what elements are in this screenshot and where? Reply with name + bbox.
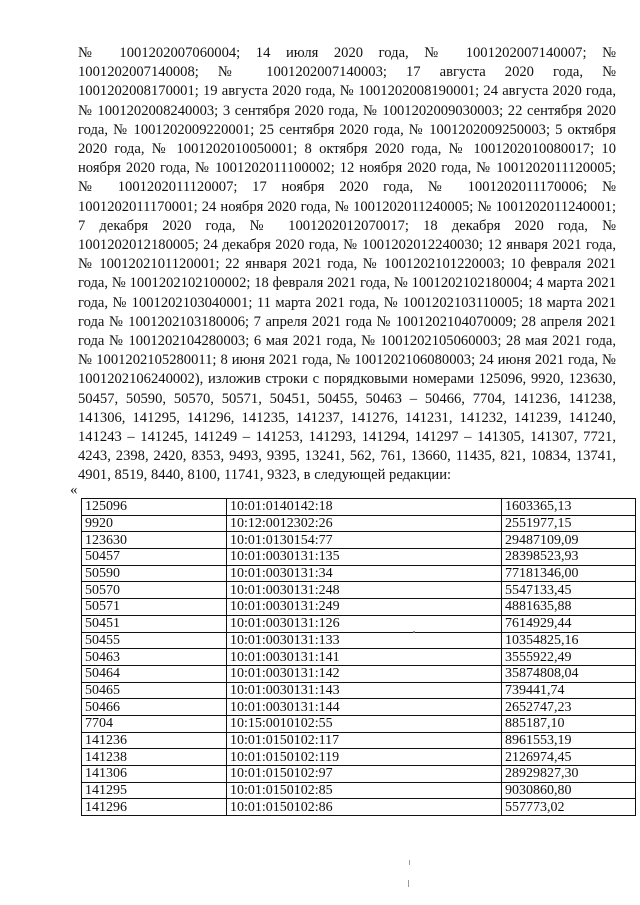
cadastral-value-table (81, 498, 636, 816)
cadastral-value-cell: 5547133,45 (502, 582, 636, 599)
cadastral-number-cell: 10:01:0150102:97 (227, 766, 502, 783)
table-row (82, 732, 636, 749)
cadastral-value-cell: 77181346,00 (502, 565, 636, 582)
row-number-cell: 141236 (82, 732, 227, 749)
table-row (82, 766, 636, 783)
cadastral-number-cell: 10:01:0150102:119 (227, 749, 502, 766)
table-row (82, 515, 636, 532)
row-number-cell: 50457 (82, 549, 227, 566)
cadastral-value-cell: 885187,10 (502, 715, 636, 732)
cadastral-number-cell: 10:01:0030131:34 (227, 565, 502, 582)
table-row (82, 682, 636, 699)
row-number-cell: 141306 (82, 766, 227, 783)
cadastral-number-cell: 10:01:0030131:133 (227, 632, 502, 649)
cadastral-value-cell: 28929827,30 (502, 766, 636, 783)
cadastral-value-cell: 10354825,16 (502, 632, 636, 649)
row-number-cell: 50451 (82, 615, 227, 632)
opening-quote-mark: « (70, 482, 78, 498)
row-number-cell: 141295 (82, 782, 227, 799)
row-number-cell: 125096 (82, 499, 227, 516)
cadastral-number-cell: 10:01:0150102:85 (227, 782, 502, 799)
row-number-cell: 141296 (82, 799, 227, 816)
row-number-cell: 141238 (82, 749, 227, 766)
cadastral-number-cell: 10:01:0030131:249 (227, 599, 502, 616)
scan-speck (413, 631, 415, 633)
cadastral-number-cell: 10:01:0130154:77 (227, 532, 502, 549)
row-number-cell: 50455 (82, 632, 227, 649)
row-number-cell: 50464 (82, 665, 227, 682)
cadastral-number-cell: 10:01:0150102:117 (227, 732, 502, 749)
cadastral-value-cell: 9030860,80 (502, 782, 636, 799)
cadastral-value-cell: 557773,02 (502, 799, 636, 816)
cadastral-number-cell: 10:01:0030131:143 (227, 682, 502, 699)
row-number-cell: 50571 (82, 599, 227, 616)
row-number-cell: 50570 (82, 582, 227, 599)
row-number-cell: 7704 (82, 715, 227, 732)
cadastral-number-cell: 10:15:0010102:55 (227, 715, 502, 732)
cadastral-number-cell: 10:01:0030131:248 (227, 582, 502, 599)
table-row (82, 715, 636, 732)
table-row (82, 699, 636, 716)
cadastral-number-cell: 10:01:0030131:144 (227, 699, 502, 716)
cadastral-number-cell: 10:01:0030131:135 (227, 549, 502, 566)
cadastral-value-cell: 1603365,13 (502, 499, 636, 516)
scan-speck (409, 860, 410, 865)
table-row (82, 549, 636, 566)
cadastral-value-cell: 8961553,19 (502, 732, 636, 749)
row-number-cell: 50590 (82, 565, 227, 582)
row-number-cell: 9920 (82, 515, 227, 532)
row-number-cell: 50466 (82, 699, 227, 716)
cadastral-number-cell: 10:01:0150102:86 (227, 799, 502, 816)
table-row (82, 565, 636, 582)
table-row (82, 499, 636, 516)
cadastral-value-cell: 3555922,49 (502, 649, 636, 666)
table-row (82, 532, 636, 549)
table-row (82, 582, 636, 599)
table-row (82, 615, 636, 632)
cadastral-number-cell: 10:01:0140142:18 (227, 499, 502, 516)
cadastral-number-cell: 10:01:0030131:126 (227, 615, 502, 632)
table-row (82, 665, 636, 682)
cadastral-value-cell: 2551977,15 (502, 515, 636, 532)
cadastral-value-cell: 2126974,45 (502, 749, 636, 766)
cadastral-value-cell: 739441,74 (502, 682, 636, 699)
scan-speck (408, 880, 409, 887)
cadastral-number-cell: 10:01:0030131:141 (227, 649, 502, 666)
cadastral-value-cell: 2652747,23 (502, 699, 636, 716)
row-number-cell: 50463 (82, 649, 227, 666)
table-row (82, 632, 636, 649)
table-row (82, 799, 636, 816)
table-row (82, 749, 636, 766)
row-number-cell: 123630 (82, 532, 227, 549)
cadastral-value-cell: 28398523,93 (502, 549, 636, 566)
cadastral-value-cell: 29487109,09 (502, 532, 636, 549)
row-number-cell: 50465 (82, 682, 227, 699)
cadastral-value-cell: 35874808,04 (502, 665, 636, 682)
cadastral-number-cell: 10:12:0012302:26 (227, 515, 502, 532)
table-row (82, 649, 636, 666)
cadastral-value-cell: 7614929,44 (502, 615, 636, 632)
table-row (82, 782, 636, 799)
table-row (82, 599, 636, 616)
body-paragraph: № 1001202007060004; 14 июля 2020 года, № 1001202007140007; № 1001202007140008; № 1001202007140003; 17 августа 2020 года, № 1001202008170001; 19 августа 2020 года, № 1001202008190001; 24 августа 2020 года, № 1001202008240003; 3 сентября 2020 года, № 1001202009030003; 22 сентября 2020 года, № 1001202009220001; 25 сентября 2020 года, № 1001202009250003; 5 октября 2020 года, № 1001202010050001; 8 октября 2020 года, № 1001202010080017; 10 ноября 2020 года, № 1001202011100002; 12 ноября 2020 года, № 1001202011120005; № 1001202011120007; 17 ноября 2020 года, № 1001202011170006; № 1001202011170001; 24 ноября 2020 года, № 1001202011240005; № 1001202011240001; 7 декабря 2020 года, № 1001202012070017; 18 декабря 2020 года, № 1001202012180005; 24 декабря 2020 года, № 1001202012240030; 12 января 2021 года, № 1001202101120001; 22 января 2021 года, № 1001202101220003; 10 февраля 2021 года, № 1001202102100002; 18 февраля 2021 года, № 1001202102180004; 4 марта 2021 года, № 1001202103040001; 11 марта 2021 года, № 1001202103110005; 18 марта 2021 года № 1001202103180006; 7 апреля 2021 года № 1001202104070009; 28 апреля 2021 года № 1001202104280003; 6 мая 2021 года, № 1001202105060003; 28 мая 2021 года, № 1001202105280011; 8 июня 2021 года, № 1001202106080003; 24 июня 2021 года, № 1001202106240002), изложив строки с порядковыми номерами 125096, 9920, 123630, 50457, 50590, 50570, 50571, 50451, 50455, 50463 – 50466, 7704, 141236, 141238, 141306, 141295, 141296, 141235, 141237, 141276, 141231, 141232, 141239, 141240, 141243 – 141245, 141249 – 141253, 141293, 141294, 141297 – 141305, 141307, 7721, 4243, 2398, 2420, 8353, 9493, 9395, 13241, 562, 761, 13660, 11435, 821, 10834, 13741, 4901, 8519, 8440, 8100, 11741, 9323, в следующей редакции: (78, 45, 616, 484)
cadastral-number-cell: 10:01:0030131:142 (227, 665, 502, 682)
cadastral-value-cell: 4881635,88 (502, 599, 636, 616)
